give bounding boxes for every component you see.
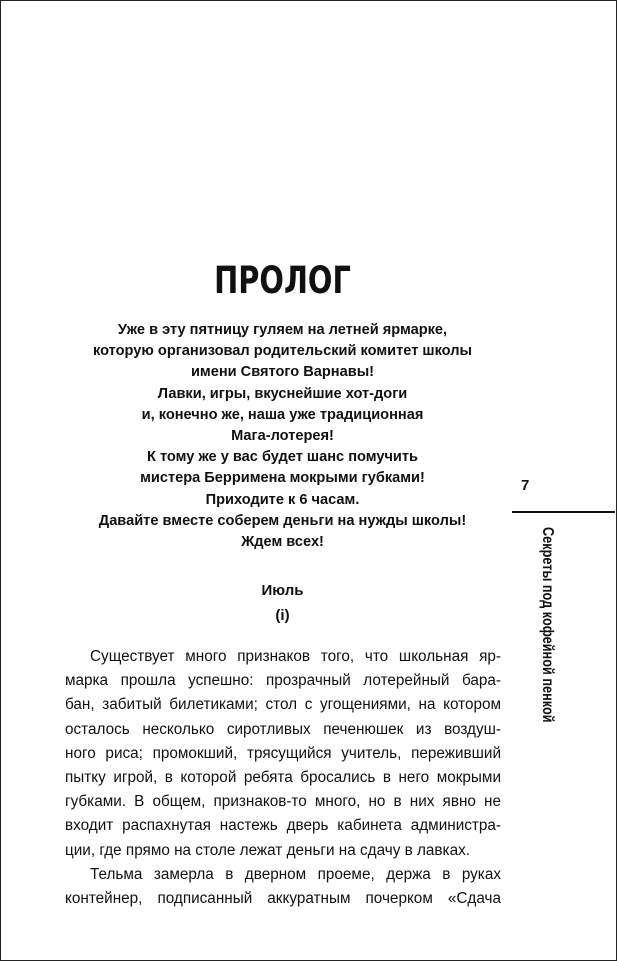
announcement-line: Давайте вместе соберем деньги на нужды школы! xyxy=(98,512,467,529)
announcement-line: Лавки, игры, вкуснейшие хот-доги xyxy=(157,385,408,402)
announcement-block xyxy=(40,320,525,553)
body-line: губками. В общем, признаков-то много, но в них явно не xyxy=(65,793,501,811)
section-number-heading: (i) xyxy=(275,607,290,624)
body-line: контейнер, подписанный аккуратным почерком «Сдача xyxy=(65,890,501,908)
chapter-title: ПРОЛОГ xyxy=(214,259,351,302)
announcement-line: Приходите к 6 часам. xyxy=(205,491,360,508)
announcement-line: которую организовал родительский комитет школы xyxy=(93,343,472,360)
announcement-line: мистера Берримена мокрыми губками! xyxy=(140,470,425,487)
body-line: осталось несколько сиротливых печенюшек из воздуш- xyxy=(65,720,501,738)
body-line: бан, забитый билетиками; стол с угощениями, на котором xyxy=(65,696,501,714)
announcement-line: имени Святого Варнавы! xyxy=(190,364,375,381)
announcement-line: и, конечно же, наша уже традиционная xyxy=(141,406,424,423)
announcement-line: Мага-лотерея! xyxy=(231,428,334,445)
body-line: ного риса; промокший, трясущийся учитель, переживший xyxy=(65,744,501,762)
body-line: входит распахнутая настежь дверь кабинета администра- xyxy=(65,817,501,835)
announcement-line: К тому же у вас будет шанс помучить xyxy=(146,449,419,466)
body-text xyxy=(65,645,501,911)
body-line: Тельма замерла в дверном проеме, держа в руках xyxy=(90,865,501,883)
body-line: марка прошла успешно: прозрачный лотерейный бара- xyxy=(65,672,501,690)
body-line: Существует много признаков того, что школьная яр- xyxy=(90,648,501,665)
running-title: Секреты под кофейной пенкой xyxy=(539,527,556,723)
page-number: 7 xyxy=(521,477,530,494)
announcement-line: Ждем всех! xyxy=(241,534,324,551)
margin-divider xyxy=(512,511,615,513)
body-line: пытку игрой, в которой ребята бросались в него мокрыми xyxy=(65,769,501,787)
body-line: ции, где прямо на столе лежат деньги на сдачу в лавках. xyxy=(65,841,470,859)
announcement-line: Уже в эту пятницу гуляем на летней ярмарке, xyxy=(117,322,448,338)
section-month-heading: Июль xyxy=(261,582,304,599)
